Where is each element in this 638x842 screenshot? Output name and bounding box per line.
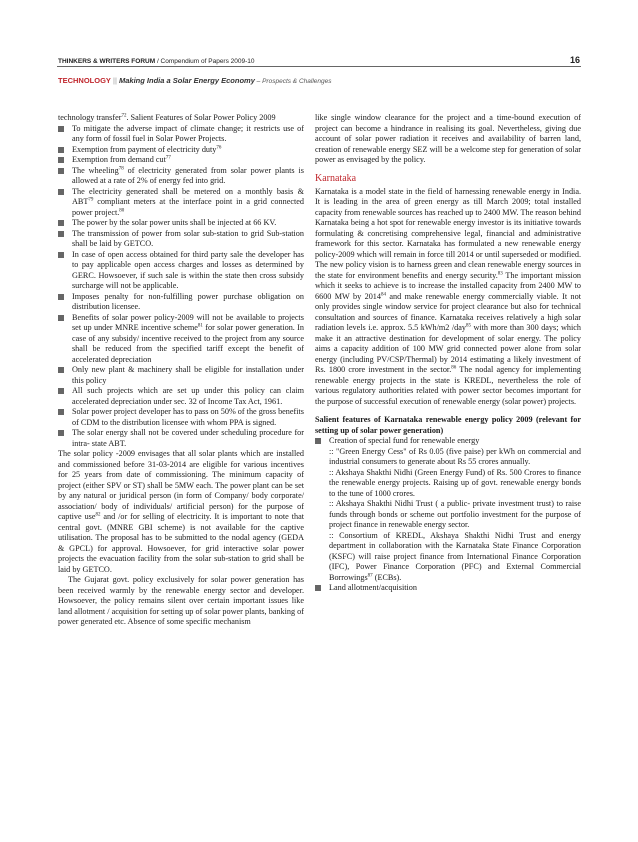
right-column xyxy=(315,113,581,594)
square-bullet-icon xyxy=(315,438,321,444)
square-bullet-icon xyxy=(58,367,64,373)
list-item: Benefits of solar power policy-2009 will not be available to projects set up under MNRE incentive scheme$^{81}$ for solar power generation. In case of any subsidy/ incentive received to the project from any source shall be reduced from the specified tariff except the benefit of accelerated depreciation xyxy=(58,313,304,366)
square-bullet-icon xyxy=(58,157,64,163)
header-rule xyxy=(57,66,581,67)
list-item: The solar energy shall not be covered under scheduling procedure for intra- state ABT. xyxy=(58,428,304,449)
square-bullet-icon xyxy=(58,409,64,415)
list-item: The transmission of power from solar sub-station to grid Sub-station shall be laid by GETCO. xyxy=(58,229,304,250)
section-tag: TECHNOLOGY xyxy=(58,76,111,85)
sub-item: :: Akshaya Shakthi Nidhi (Green Energy Fund) of Rs. 500 Crores to finance the renewable energy projects. Raising up of govt. renewable energy bonds to the tune of 1000 crores. xyxy=(329,467,581,498)
running-header-forum xyxy=(58,58,255,65)
karnataka-features-list xyxy=(315,436,581,594)
square-bullet-icon xyxy=(58,168,64,174)
square-bullet-icon xyxy=(58,315,64,321)
square-bullet-icon xyxy=(58,430,64,436)
list-item: To mitigate the adverse impact of climate change; it restricts use of any form of fossil fuel in Solar Power Projects. xyxy=(58,124,304,145)
intro-paragraph: technology transfer$^{72}$. Salient Features of Solar Power Policy 2009 xyxy=(58,113,276,122)
heading-karnataka: Karnataka xyxy=(315,172,357,184)
forum-name: THINKERS & WRITERS FORUM xyxy=(58,58,156,65)
list-item: Imposes penalty for non-fulfilling power purchase obligation on distribution licensee. xyxy=(58,292,304,313)
list-item: Exemption from payment of electricity duty$^{76}$ xyxy=(58,145,304,156)
body-paragraph: like single window clearance for the project and a time-bound execution of project can become a hindrance in realising its goal. Nevertheless, giving due account of solar power radiation it receives and availability of barren land, creation of renewable energy SEZ will be a welcome step for generation of solar power as envisaged by the policy. xyxy=(315,113,581,164)
section-separator: || xyxy=(110,76,119,85)
square-bullet-icon xyxy=(58,220,64,226)
left-column xyxy=(58,113,304,628)
list-item: The electricity generated shall be metered on a monthly basis & ABT$^{79}$ compliant meters at the interface point in a grid connected power project.$^{80}$ xyxy=(58,187,304,219)
sub-item: :: Consortium of KREDL, Akshaya Shakthi Nidhi Trust and energy department in collaboration with the Karnataka State Finance Corporation (KSFC) will raise project finance from International Finance Corporation (IFC), Power Finance Corporation (PFC) and External Commercial Borrowings$^{87}$ (ECBs). xyxy=(329,530,581,582)
square-bullet-icon xyxy=(58,294,64,300)
list-item: Creation of special fund for renewable energy :: "Green Energy Cess" of Rs 0.05 (five paise) per kWh on commercial and industrial consumers to generate about Rs 55 crores annually. :: Akshaya Shakthi Nidhi (Green Energy Fund) of Rs. 500 Crores to finance the renewable energy projects. Raising up of govt. renewable energy bonds to the tune of 1000 crores. :: Akshaya Shakthi Nidhi Trust ( a public- private investment trust) to raise funds through bonds or scheme out portfolio investment for the purpose of project finance in renewable energy sector. :: Consortium of KREDL, Akshaya Shakthi Nidhi Trust and energy department in collaboration with the Karnataka State Finance Corporation (KSFC) will raise project finance from International Finance Corporation (IFC), Power Finance Corporation (PFC) and External Commercial Borrowings$^{87}$ (ECBs). xyxy=(315,436,581,583)
list-item: The wheeling$^{78}$ of electricity generated from solar power plants is allowed at a rate of 2% of energy fed into grid. xyxy=(58,166,304,187)
square-bullet-icon xyxy=(58,388,64,394)
body-paragraph: Karnataka is a model state in the field of harnessing renewable energy in India. It is leading in the area of green energy as till March 2009; total installed capacity from renewable sources has reached up to 2400 MW. The reason behind Karnataka being a hot spot for renewable energy investor is its initiative towards formulating & concretising comprehensive legal, financial and administrative framework for this sector. Karnataka has formulated a new renewable energy policy-2009 which will remain in force till 2014 or until superseded or modified. The new policy vision is to harness green and clean renewable energy sources in the state for environment benefits and energy security.$^{83}$ The important mission which it seeks to achieve is to increase the installed capacity from 2400 MW to 6600 MW by 2014$^{84}$ and make renewable energy commercially viable. It not only provides single window service for project clearance but also for technical consultation and sources of finance. Karnataka receives relatively a high solar radiation levels i.e. approx. 5.5 kWh/m2 /day$^{85}$ with more than 300 days; which make it an attractive destination for development of solar energy. The policy aims a capacity addition of 100 MW grid connected power alone from solar energy (including PV/CSP/Thermal) by 2014 estimating a likely investment of Rs. 1800 crore investment in the sector.$^{86}$ The nodal agency for implementing renewable energy projects in the state is KREDL, nevertheless the role of various regulatory authorities related with power sector becomes important for the purpose of successful execution of renewable energy (solar power) projects. xyxy=(315,186,582,406)
sub-item: :: "Green Energy Cess" of Rs 0.05 (five paise) per kWh on commercial and industrial consumers to generate about Rs 55 crores annually. xyxy=(329,446,581,466)
square-bullet-icon xyxy=(58,147,64,153)
body-paragraph: The Gujarat govt. policy exclusively for solar power generation has been received warmly by the renewable energy sector and developer. Howsoever, the policy remains silent over certain important issues like land allotment / acquisition for setting up of solar power plants, banking of power generated etc. Absence of some specific mechanism xyxy=(58,575,304,626)
forum-subtitle: / Compendium of Papers 2009-10 xyxy=(155,58,255,65)
section-title: Making India a Solar Energy Economy xyxy=(119,76,255,85)
section-header xyxy=(58,76,331,85)
square-bullet-icon xyxy=(58,126,64,132)
section-subtitle: – Prospects & Challenges xyxy=(254,78,332,85)
list-item: The power by the solar power units shall be injected at 66 KV. xyxy=(58,218,304,229)
page-number: 16 xyxy=(569,55,580,65)
list-item: In case of open access obtained for third party sale the developer has to pay applicable open access charges and losses as determined by GERC. Howsoever, if such sale is within the state then cross subsidy surcharge will not be applicable. xyxy=(58,250,304,292)
body-paragraph: The solar policy -2009 envisages that all solar plants which are installed and commissioned before 31-03-2014 are eligible for various incentives for 25 years from date of commissioning. The minimum capacity of project (either SPV or ST) shall be 5MW each. The power plant can be set by any natural or juridical person (in form of Company/ body corporate/ association/ body of individuals/ artificial person) for the purpose of captive use$^{82}$ and /or for selling of electricity. It is important to note that central govt. (MNRE GBI scheme) is not available for the captive utilisation. The proposal has to be submitted to the nodal agency (GEDA & GPCL) for approval. Howsoever, for grid interactive solar power projects the evacuation facility from the solar sub-station to grid shall be laid by GETCO. xyxy=(58,449,304,574)
square-bullet-icon xyxy=(315,585,321,591)
list-item: Only new plant & machinery shall be eligible for installation under this policy xyxy=(58,365,304,386)
list-item: Land allotment/acquisition xyxy=(315,583,581,594)
square-bullet-icon xyxy=(58,231,64,237)
list-item: Exemption from demand cut$^{77}$ xyxy=(58,155,304,166)
list-item: Solar power project developer has to pass on 50% of the gross benefits of CDM to the distribution licensee with whom PPA is signed. xyxy=(58,407,304,428)
list-item: All such projects which are set up under this policy can claim accelerated depreciation under sec. 32 of Income Tax Act, 1961. xyxy=(58,386,304,407)
heading-salient-features: Salient features of Karnataka renewable energy policy 2009 (relevant for setting up of solar power generation) xyxy=(315,415,581,435)
sub-item: :: Akshaya Shakthi Nidhi Trust ( a public- private investment trust) to raise funds through bonds or scheme out portfolio investment for the purpose of project finance in renewable energy sector. xyxy=(329,499,581,529)
square-bullet-icon xyxy=(58,189,64,195)
square-bullet-icon xyxy=(58,252,64,258)
gujarat-features-list xyxy=(58,124,304,450)
